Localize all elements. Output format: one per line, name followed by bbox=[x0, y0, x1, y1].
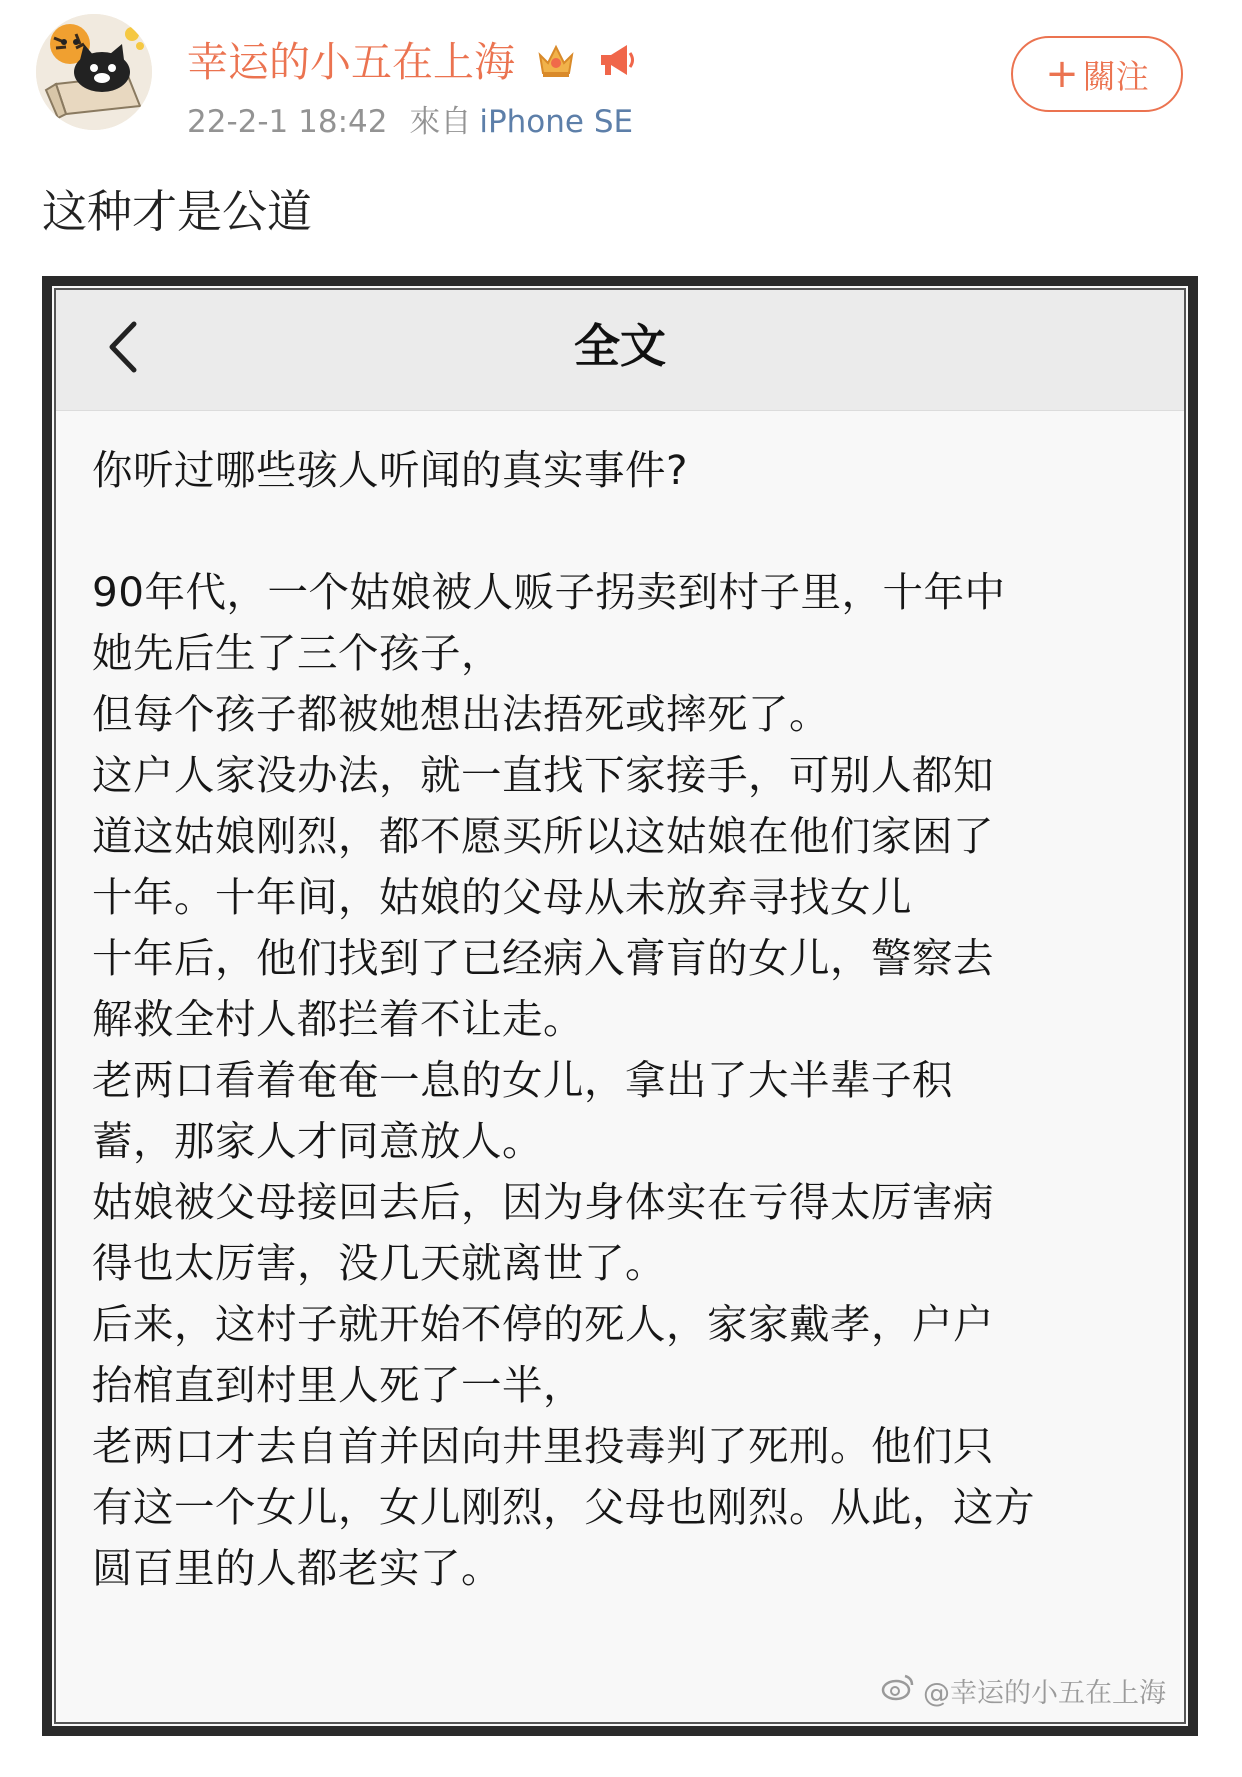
post-meta bbox=[187, 104, 633, 140]
follow-label: 關注 bbox=[1082, 56, 1149, 96]
article-line: 老两口才去自首并因向井里投毒判了死刑。他们只 bbox=[92, 1422, 994, 1470]
paragraph-gap bbox=[92, 501, 1164, 562]
username[interactable] bbox=[187, 38, 637, 89]
article-line: 十年后，他们找到了已经病入膏肓的女儿，警察去 bbox=[92, 934, 994, 982]
article-line: 但每个孩子都被她想出法捂死或摔死了。 bbox=[92, 690, 830, 738]
watermark bbox=[881, 1671, 1166, 1710]
article-question: 你听过哪些骇人听闻的真实事件? bbox=[92, 446, 688, 494]
username-text[interactable]: 幸运的小五在上海 bbox=[187, 38, 515, 86]
article-line: 蓄，那家人才同意放人。 bbox=[92, 1117, 543, 1165]
post-text: 这种才是公道 bbox=[42, 185, 313, 238]
megaphone-icon bbox=[597, 41, 637, 89]
embedded-screenshot[interactable] bbox=[42, 276, 1198, 1736]
nav-title: 全文 bbox=[574, 319, 666, 373]
article-lines bbox=[92, 562, 1164, 1599]
article-line: 90年代，一个姑娘被人贩子拐卖到村子里，十年中 bbox=[92, 568, 1006, 616]
article-line: 十年。十年间，姑娘的父母从未放弃寻找女儿 bbox=[92, 873, 912, 921]
article-line: 道这姑娘刚烈，都不愿买所以这姑娘在他们家困了 bbox=[92, 812, 994, 860]
article-line: 她先后生了三个孩子， bbox=[92, 629, 502, 677]
nav-bar bbox=[56, 290, 1184, 411]
source-link[interactable]: iPhone SE bbox=[479, 104, 634, 140]
vip-crown-icon bbox=[536, 41, 576, 89]
article-body bbox=[92, 440, 1164, 1599]
article-line: 后来，这村子就开始不停的死人，家家戴孝，户户 bbox=[92, 1300, 994, 1348]
article-line: 有这一个女儿，女儿刚烈，父母也刚烈。从此，这方 bbox=[92, 1483, 1035, 1531]
plus-icon: + bbox=[1045, 51, 1079, 97]
post-timestamp: 22-2-1 18:42 bbox=[187, 104, 388, 140]
screenshot-frame bbox=[54, 288, 1186, 1724]
follow-button[interactable] bbox=[1011, 36, 1183, 112]
watermark-text: @幸运的小五在上海 bbox=[923, 1678, 1166, 1709]
article-line: 抬棺直到村里人死了一半， bbox=[92, 1361, 584, 1409]
article-line: 姑娘被父母接回去后，因为身体实在亏得太厉害病 bbox=[92, 1178, 994, 1226]
article-line: 解救全村人都拦着不让走。 bbox=[92, 995, 584, 1043]
source-prefix: 來自 bbox=[409, 104, 472, 140]
avatar[interactable] bbox=[36, 14, 152, 130]
article-line: 老两口看着奄奄一息的女儿，拿出了大半辈子积 bbox=[92, 1056, 953, 1104]
article-line: 这户人家没办法，就一直找下家接手，可别人都知 bbox=[92, 751, 994, 799]
article-line: 圆百里的人都老实了。 bbox=[92, 1544, 502, 1592]
cat-in-box-icon bbox=[36, 14, 152, 130]
article-line: 得也太厉害，没几天就离世了。 bbox=[92, 1239, 666, 1287]
weibo-logo-icon bbox=[881, 1672, 915, 1709]
